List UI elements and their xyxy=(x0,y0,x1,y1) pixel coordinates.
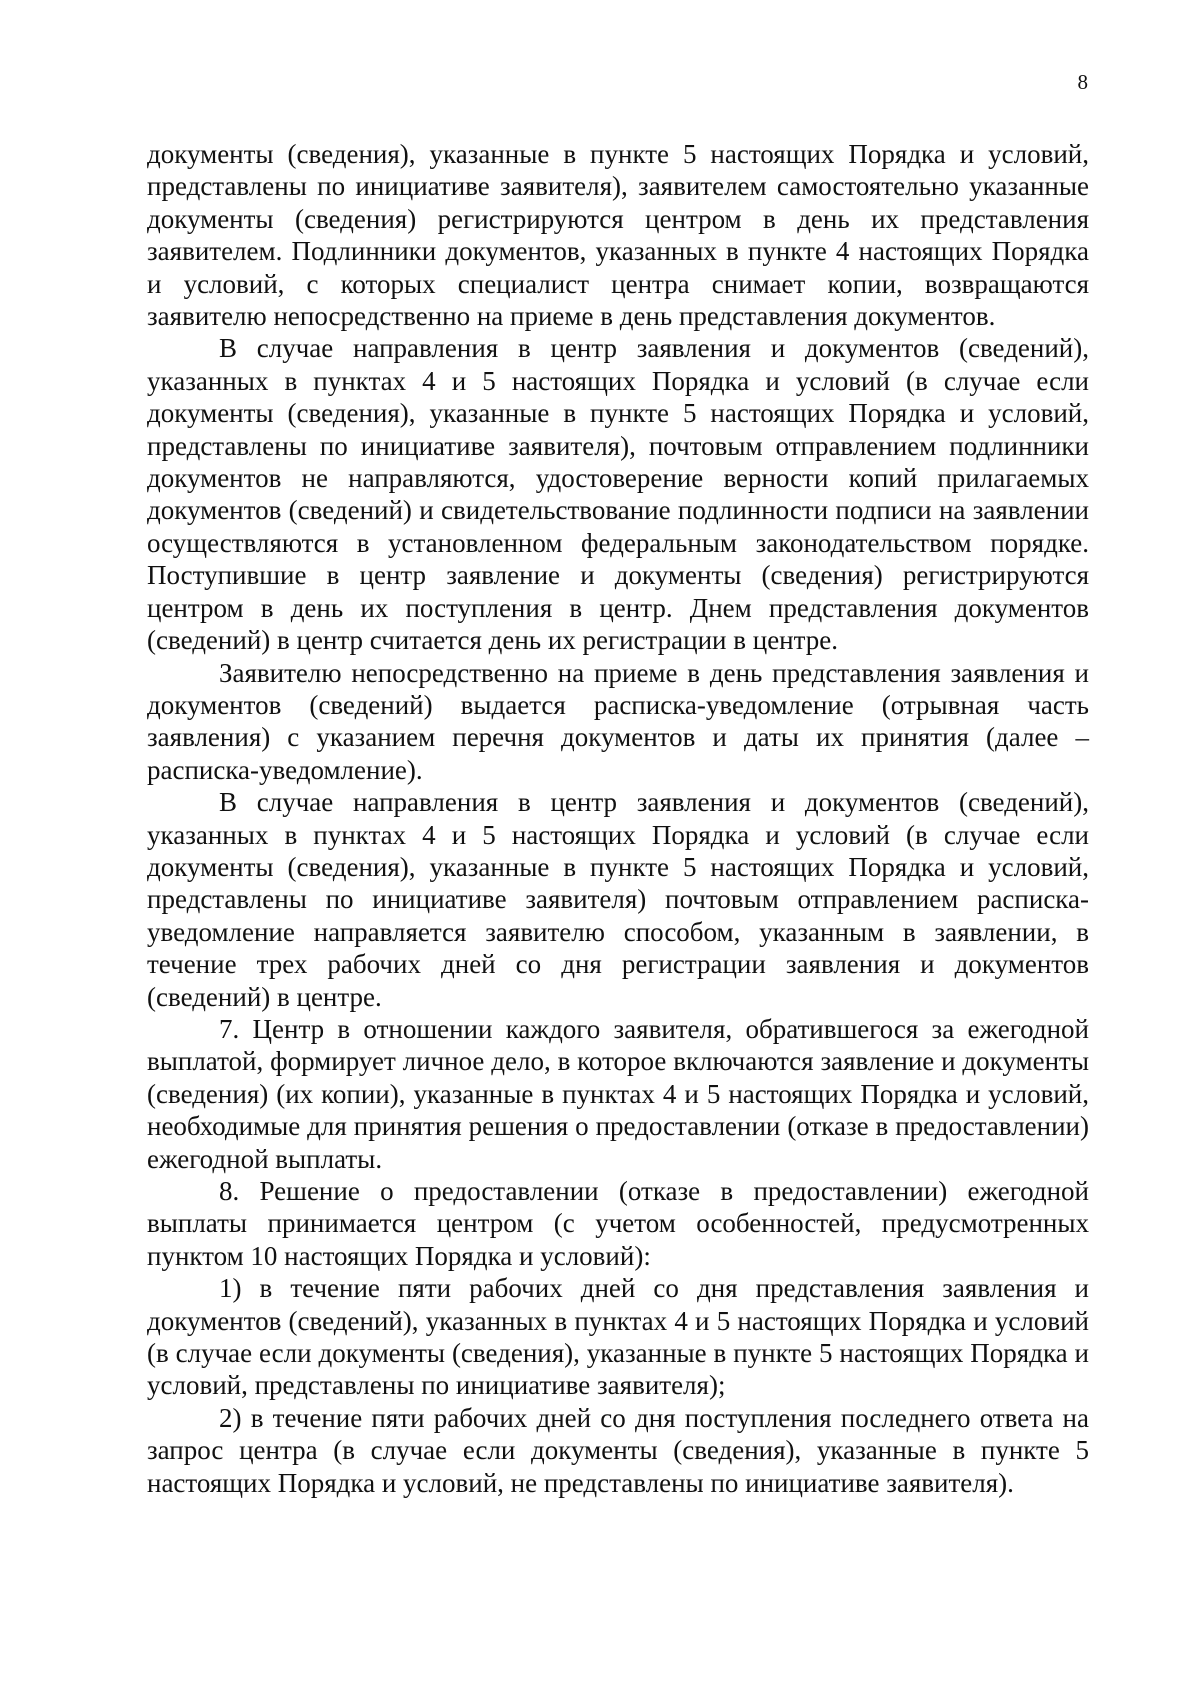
document-body xyxy=(147,138,1089,1499)
paragraph-continuation: документы (сведения), указанные в пункте 5 настоящих Порядка и условий, представлены по инициативе заявителя), заявителем самостоятельно указанные документы (сведения) регистрируются центром в день их представления заявителем. Подлинники документов, указанных в пункте 4 настоящих Порядка и условий, с которых специалист центра снимает копии, возвращаются заявителю непосредственно на приеме в день представления документов. xyxy=(147,139,1089,332)
paragraph-subitem-2: 2) в течение пяти рабочих дней со дня поступления последнего ответа на запрос центра (в случае если документы (сведения), указанные в пункте 5 настоящих Порядка и условий, не представлены по инициативе заявителя). xyxy=(147,1402,1089,1498)
paragraph-item-7: 7. Центр в отношении каждого заявителя, обратившегося за ежегодной выплатой, формирует личное дело, в которое включаются заявление и документы (сведения) (их копии), указанные в пунктах 4 и 5 настоящих Порядка и условий, необходимые для принятия решения о предоставлении (отказе в предоставлении) ежегодной выплаты. xyxy=(147,1013,1089,1174)
paragraph-subitem-1: 1) в течение пяти рабочих дней со дня представления заявления и документов (сведений), указанных в пунктах 4 и 5 настоящих Порядка и условий (в случае если документы (сведения), указанные в пункте 5 настоящих Порядка и условий, представлены по инициативе заявителя); xyxy=(147,1273,1089,1401)
paragraph-item-8: 8. Решение о предоставлении (отказе в предоставлении) ежегодной выплаты принимается центром (с учетом особенностей, предусмотренных пунктом 10 настоящих Порядка и условий): xyxy=(147,1176,1089,1271)
paragraph-receipt-issuance: Заявителю непосредственно на приеме в день представления заявления и документов (сведений) выдается расписка-уведомление (отрывная часть заявления) с указанием перечня документов и даты их принятия (далее – расписка-уведомление). xyxy=(147,657,1089,785)
paragraph-postal-submission: В случае направления в центр заявления и документов (сведений), указанных в пунктах 4 и 5 настоящих Порядка и условий (в случае если документы (сведения), указанные в пункте 5 настоящих Порядка и условий, представлены по инициативе заявителя), почтовым отправлением подлинники документов не направляются, удостоверение верности копий прилагаемых документов (сведений) и свидетельствование подлинности подписи на заявлении осуществляются в установленном федеральным законодательством порядке. Поступившие в центр заявление и документы (сведения) регистрируются центром в день их поступления в центр. Днем представления документов (сведений) в центр считается день их регистрации в центре. xyxy=(147,333,1089,656)
page-number: 8 xyxy=(1077,70,1088,94)
paragraph-receipt-by-mail: В случае направления в центр заявления и документов (сведений), указанных в пунктах 4 и 5 настоящих Порядка и условий (в случае если документы (сведения), указанные в пункте 5 настоящих Порядка и условий, представлены по инициативе заявителя) почтовым отправлением расписка-уведомление направляется заявителю способом, указанным в заявлении, в течение трех рабочих дней со дня регистрации заявления и документов (сведений) в центре. xyxy=(147,787,1089,1012)
